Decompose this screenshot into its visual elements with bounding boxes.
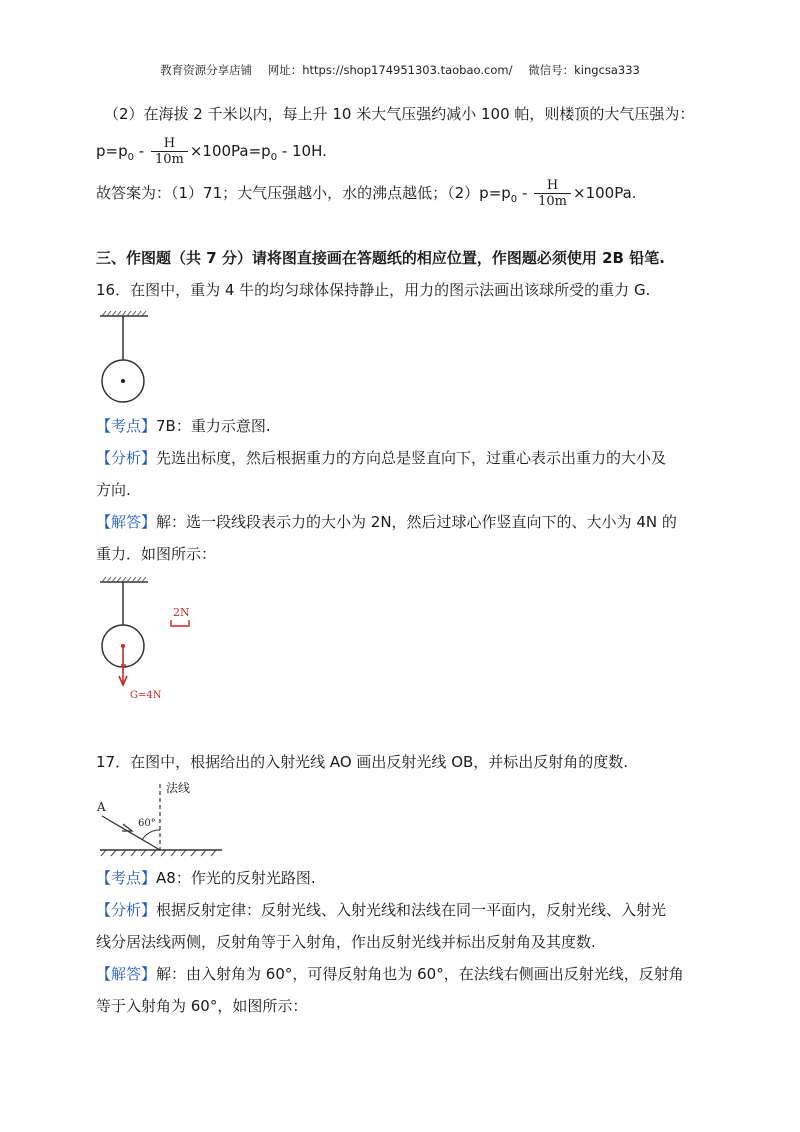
answer-fraction: $\frac{H}{10m}$	[534, 178, 571, 209]
q16-fenxi: 【分析】先选出标度，然后根据重力的方向总是竖直向下，过重心表示出重力的大小及	[96, 449, 667, 467]
header-wechat: 微信号：kingcsa333	[528, 63, 640, 77]
q16-figure	[96, 310, 156, 405]
q16-question: 16．在图中，重为 4 牛的均匀球体保持静止，用力的图示法画出该球所受的重力 G.	[96, 281, 651, 299]
q17-jieda-cont: 等于入射角为 60°，如图所示：	[96, 997, 308, 1015]
header-site: 网址：https://shop174951303.taobao.com/	[267, 63, 513, 77]
prev-answer-formula: $p=p_0$ - $\frac{H}{10m}$ $\times 100Pa=p_0 - 10H$.	[96, 136, 327, 167]
formula-fraction: $\frac{H}{10m}$	[151, 136, 188, 167]
q17-fenxi: 【分析】根据反射定律：反射光线、入射光线和法线在同一平面内，反射光线、入射光	[96, 901, 667, 919]
q17-question: 17．在图中，根据给出的入射光线 AO 画出反射光线 OB，并标出反射角的度数.	[96, 753, 629, 771]
section-title: 三、作图题（共 7 分）请将图直接画在答题纸的相应位置，作图题必须使用 2B 铅笔.	[96, 249, 665, 267]
prev-answer-line1: （2）在海拔 2 千米以内，每上升 10 米大气压强约减小 100 帕，则楼顶的大气压强为：	[104, 105, 695, 123]
q17-fenxi-cont: 线分居法线两侧，反射角等于入射角，作出反射光线并标出反射角及其度数.	[96, 933, 596, 951]
prev-answer-final: 故答案为：（1）71；大气压强越小，水的沸点越低；$(2)p=p_0$ - $\frac{H}{10m}$ ×100Pa.	[96, 178, 637, 209]
normal-label: 法线	[166, 781, 191, 795]
angle-label: 60°	[138, 818, 156, 829]
page-header	[0, 62, 800, 78]
scale-label: 2N	[173, 606, 190, 619]
q17-jieda: 【解答】解：由入射角为 60°，可得反射角也为 60°，在法线右侧画出反射光线，反射角	[96, 965, 684, 983]
q17-figure	[96, 778, 226, 860]
q17-kaodian: 【考点】A8：作光的反射光路图.	[96, 869, 316, 887]
q16-fenxi-cont: 方向.	[96, 481, 131, 499]
force-label: G=4N	[130, 690, 162, 701]
q16-kaodian: 【考点】7B：重力示意图.	[96, 417, 271, 435]
point-a-label: A	[97, 800, 106, 814]
q16-jieda: 【解答】解：选一段线段表示力的大小为 2N，然后过球心作竖直向下的、大小为 4N 的	[96, 513, 677, 531]
q16-answer-figure	[96, 576, 216, 711]
header-shop: 教育资源分享店铺	[160, 63, 253, 77]
q16-jieda-cont: 重力．如图所示：	[96, 545, 217, 563]
